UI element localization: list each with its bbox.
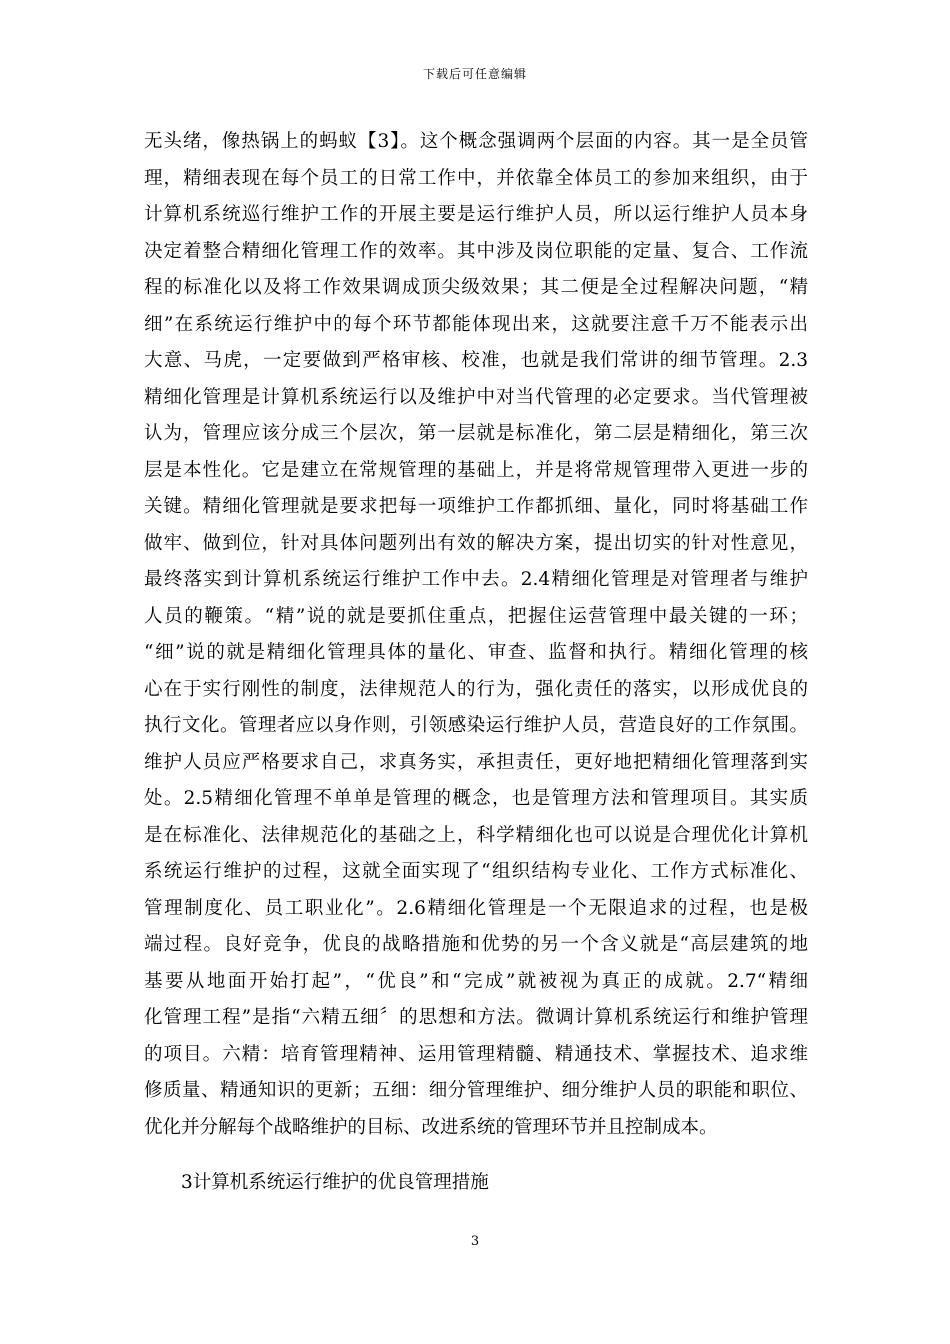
text-line: 细”在系统运行维护中的每个环节都能体现出来，这就要注意千万不能表示出 — [144, 313, 808, 335]
text-line: 系统运行维护的过程，这就全面实现了“组织结构专业化、工作方式标准化、 — [144, 861, 808, 882]
text-line: 执行文化。管理者应以身作则，引领感染运行维护人员，营造良好的工作氛围。 — [144, 715, 808, 736]
text-line: 大意、马虎，一定要做到严格审核、校准，也就是我们常讲的细节管理。2.3 — [144, 350, 808, 371]
text-line: 化管理工程”是指“六精五细〞的思想和方法。微调计算机系统运行和维护管理 — [144, 1007, 808, 1028]
section-heading: 3计算机系统运行维护的优良管理措施 — [181, 1172, 489, 1193]
text-line: 是在标准化、法律规范化的基础之上，科学精细化也可以说是合理优化计算机 — [144, 824, 808, 846]
text-line: 优化并分解每个战略维护的目标、改进系统的管理环节并且控制成本。 — [144, 1116, 718, 1138]
page-header: 下载后可任意编辑 — [422, 67, 527, 81]
text-line: 精细化管理是计算机系统运行以及维护中对当代管理的必定要求。当代管理被 — [144, 386, 808, 408]
text-line: 处。2.5精细化管理不单单是管理的概念，也是管理方法和管理项目。其实质 — [144, 788, 808, 809]
text-line: 认为，管理应该分成三个层次，第一层就是标准化，第二层是精细化，第三次 — [144, 423, 808, 444]
text-line: 管理制度化、员工职业化”。2.6精细化管理是一个无限追求的过程，也是极 — [144, 897, 808, 919]
text-line: 心在于实行刚性的制度，法律规范人的行为，强化责任的落实，以形成优良的 — [144, 678, 808, 700]
text-line: 无头绪，像热锅上的蚂蚁【3】。这个概念强调两个层面的内容。其一是全员管 — [144, 131, 808, 152]
text-line: 基要从地面开始打起”，“优良”和“完成”就被视为真正的成就。2.7“精细 — [144, 970, 808, 992]
page-number: 3 — [470, 1234, 480, 1249]
text-line: 端过程。良好竞争，优良的战略措施和优势的另一个含义就是“高层建筑的地 — [144, 934, 808, 955]
text-line: “细”说的就是精细化管理具体的量化、审查、监督和执行。精细化管理的核 — [144, 642, 808, 663]
text-line: 层是本性化。它是建立在常规管理的基础上，并是将常规管理带入更进一步的 — [144, 459, 808, 481]
text-line: 程的标准化以及将工作效果调成顶尖级效果；其二便是全过程解决问题，“精 — [144, 277, 808, 298]
body-paragraph — [144, 124, 808, 1146]
text-line: 关键。精细化管理就是要求把每一项维护工作都抓细、量化，同时将基础工作 — [144, 496, 808, 517]
text-line: 的项目。六精：培育管理精神、运用管理精髓、精通技术、掌握技术、追求维 — [144, 1043, 808, 1065]
text-line: 修质量、精通知识的更新；五细：细分管理维护、细分维护人员的职能和职位、 — [144, 1080, 808, 1101]
text-line: 决定着整合精细化管理工作的效率。其中涉及岗位职能的定量、复合、工作流 — [144, 240, 808, 262]
text-line: 理，精细表现在每个员工的日常工作中，并依靠全体员工的参加来组织，由于 — [144, 167, 808, 189]
text-line: 人员的鞭策。“精”说的就是要抓住重点，把握住运营管理中最关键的一环； — [144, 605, 808, 627]
text-line: 计算机系统巡行维护工作的开展主要是运行维护人员，所以运行维护人员本身 — [144, 204, 808, 225]
text-line: 维护人员应严格要求自己，求真务实，承担责任，更好地把精细化管理落到实 — [144, 751, 808, 773]
text-line: 最终落实到计算机系统运行维护工作中去。2.4精细化管理是对管理者与维护 — [144, 569, 808, 590]
text-line: 做牢、做到位，针对具体问题列出有效的解决方案，提出切实的针对性意见， — [144, 532, 808, 554]
